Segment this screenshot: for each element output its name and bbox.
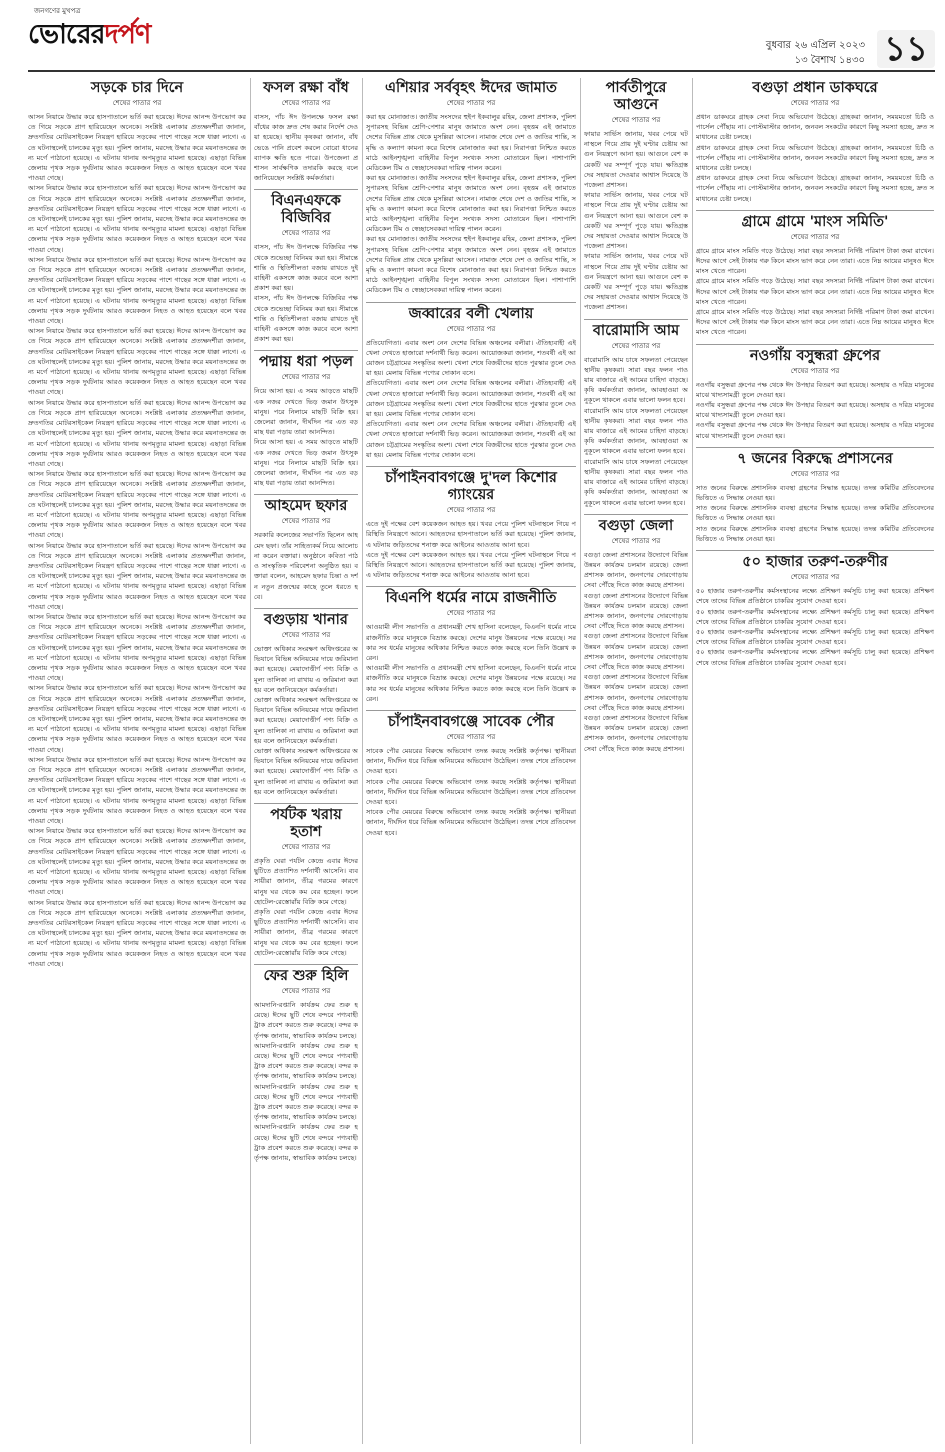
story-body: ভোক্তা অধিকার সংরক্ষণ অধিদপ্তরের অভিযানে বিভিন্ন অনিয়মের দায়ে জরিমানা করা হয়েছে। মেয়াদোত্তীর্ণ পণ্য বিক্রি ও মূল্য তালিকা না রাখায় এ জরিমানা করা হয় বলে জানিয়েছেন কর্মকর্তারা।: [254, 746, 358, 796]
story-body: গ্রামে গ্রামে মাংস সমিতি গড়ে উঠেছে। সারা বছর সদস্যরা নির্দিষ্ট পরিমাণ টাকা জমা রাখেন। ঈদের আগে সেই টাকায় গরু কিনে মাংস ভাগ করে নেন তারা। এতে নিম্ন আয়ের মানুষও ঈদে মাংস খেতে পারেন।: [696, 308, 934, 337]
story-headline: বগুড়ায় খানার: [264, 611, 348, 628]
story-continuation: শেষের পাতার পর: [790, 469, 840, 478]
story-body: ৫০ হাজার তরুণ-তরুণীর কর্মসংস্থানের লক্ষ্যে প্রশিক্ষণ কর্মসূচি চালু করা হয়েছে। প্রশিক্ষণ শেষে তাদের বিভিন্ন প্রতিষ্ঠানে চাকরির সুযোগ দেওয়া হবে।: [696, 587, 934, 606]
story-body: বারোমাসি আম চাষে সফলতা পেয়েছেন স্থানীয় কৃষকরা। সারা বছর ফলন পাওয়ায় বাজারে এই আমের চাহিদা বাড়ছে। কৃষি কর্মকর্তারা জানান, আবহাওয়া অনুকূলে থাকলে এবার ভালো ফলন হবে।: [584, 355, 688, 405]
story-divider: [366, 710, 576, 711]
story-bnp: [366, 590, 576, 704]
story-continuation: শেষের পাতার পর: [790, 573, 840, 582]
story-meat-samiti: [696, 214, 934, 338]
story-body: আসন নিয়ামে উদ্ধার করে হাসপাতালে ভর্তি করা হয়েছে। ঈদের আনন্দ উপভোগ করতে গিয়ে সড়কে প্রাণ হারিয়েছেন অনেকে। সংশ্লিষ্ট এলাকার প্রত্যক্ষদর্শীরা জানান, দ্রুতগতির মোটরসাইকেল নিয়ন্ত্রণ হারিয়ে সড়কের পাশে গাছের সঙ্গে ধাক্কা লাগে। এতে ঘটনাস্থলেই চালকের মৃত্যু হয়। পুলিশ জানায়, মরদেহ উদ্ধার করে ময়নাতদন্তের জন্য মর্গে পাঠানো হয়েছে। এ ঘটনায় থানায় অপমৃত্যুর মামলা হয়েছে। এছাড়া বিভিন্ন জেলায় পৃথক সড়ক দুর্ঘটনায় আরও কয়েকজন নিহত ও আহত হয়েছেন বলে খবর পাওয়া গেছে।: [28, 612, 246, 683]
story-body: বাসস, পাঁচ ঈদ উপলক্ষে বিজিবির পক্ষ থেকে শুভেচ্ছা বিনিময় করা হয়। সীমান্তে শান্তি ও স্থিতিশীলতা বজায় রাখতে দুই বাহিনী একসঙ্গে কাজ করবে বলে আশা প্রকাশ করা হয়।: [254, 294, 358, 344]
story-headline: বিএনএফকে বিজিবির: [271, 193, 341, 227]
story-body: সাবেক পৌর মেয়রের বিরুদ্ধে অভিযোগ তদন্ত করছে সংশ্লিষ্ট কর্তৃপক্ষ। স্থানীয়রা জানান, দীর্ঘদিন ধরে বিভিন্ন অনিয়মের অভিযোগ উঠেছিল। তদন্ত শেষে প্রতিবেদন দেওয়া হবে।: [366, 777, 576, 806]
story-body: প্রতিযোগিতা। এবার অংশ নেন দেশের বিভিন্ন অঞ্চলের বলীরা। ঐতিহ্যবাহী এই খেলা দেখতে হাজারো দর্শনার্থী ভিড় করেন। আয়োজকরা জানান, শতবর্ষী এই আয়োজন চট্টগ্রামের সংস্কৃতির অংশ। খেলা শেষে বিজয়ীদের হাতে পুরস্কার তুলে দেওয়া হয়। মেলায় বিভিন্ন পণ্যের দোকান বসে।: [366, 338, 576, 378]
story-body: প্রকৃতি ঘেরা পর্যটন কেন্দ্রে এবার ঈদের ছুটিতে প্রত্যাশিত দর্শনার্থী আসেনি। ব্যবসায়ীরা জানান, তীব্র গরমের কারণে মানুষ ঘর থেকে কম বের হচ্ছেন। ফলে হোটেল-রেস্তোরাঁয় বিক্রি কমে গেছে।: [254, 907, 358, 957]
story-continuation: শেষের পাতার পর: [790, 366, 840, 375]
story-body: প্রধান ডাকঘরে গ্রাহক সেবা নিয়ে অভিযোগ উঠেছে। গ্রাহকরা জানান, সময়মতো চিঠি ও পার্সেল পৌঁছায় না। পোস্টমাস্টার জানান, জনবল সংকটের কারণে কিছু সমস্যা হচ্ছে, দ্রুত সমাধানের চেষ্টা চলছে।: [696, 143, 934, 173]
story-body: করা হয় মোনাজাত। জাতীয় সংসদের হুইপ ইকবালুর রহিম, জেলা প্রশাসক, পুলিশ সুপারসহ বিভিন্ন শ্রেণি-পেশার মানুষ জামাতে অংশ নেন। বৃহত্তম এই জামাতে দেশের বিভিন্ন প্রান্ত থেকে মুসল্লিরা আসেন। নামাজ শেষে দেশ ও জাতির শান্তি, সমৃদ্ধি ও কল্যাণ কামনা করে বিশেষ মোনাজাত করা হয়। নিরাপত্তা নিশ্চিত করতে মাঠে আইনশৃঙ্খলা বাহিনীর বিপুল সংখ্যক সদস্য মোতায়েন ছিল। পাশাপাশি মেডিকেল টিম ও স্বেচ্ছাসেবকরা দায়িত্ব পালন করেন।: [366, 235, 576, 295]
column-1: [28, 78, 246, 1444]
column-4: [584, 78, 688, 1444]
column-divider: [250, 78, 251, 1444]
masthead-tagline: জনগণের মুখপত্র: [34, 7, 81, 15]
column-2: [254, 78, 358, 1444]
story-bogura-khana: [254, 612, 358, 797]
story-body: সরকারি কলেজের সভাপতি ছিলেন আহমেদ ছফা। তাঁর সাহিত্যকর্ম নিয়ে আলোচনা করেন বক্তারা। অনুষ্ঠানে কবিতা পাঠ ও সাংস্কৃতিক পরিবেশনা অনুষ্ঠিত হয়। বক্তারা বলেন, আহমেদ ছফার চিন্তা ও দর্শন নতুন প্রজন্মের কাছে তুলে ধরতে হবে।: [254, 531, 358, 601]
story-body: বগুড়া জেলা প্রশাসনের উদ্যোগে বিভিন্ন উন্নয়ন কার্যক্রম চলমান রয়েছে। জেলা প্রশাসক জানান, জনগণের দোরগোড়ায় সেবা পৌঁছে দিতে কাজ করছে প্রশাসন।: [584, 632, 688, 671]
story-body: সাত জনের বিরুদ্ধে প্রশাসনিক ব্যবস্থা গ্রহণের সিদ্ধান্ত হয়েছে। তদন্ত কমিটির প্রতিবেদনের ভিত্তিতে এ সিদ্ধান্ত নেওয়া হয়।: [696, 504, 934, 523]
story-headline: পার্বতীপুরে আগুনে: [605, 80, 667, 113]
story-continuation: শেষের পাতার পর: [611, 536, 661, 545]
story-divider: [254, 803, 358, 804]
story-body: আসন নিয়ামে উদ্ধার করে হাসপাতালে ভর্তি করা হয়েছে। ঈদের আনন্দ উপভোগ করতে গিয়ে সড়কে প্রাণ হারিয়েছেন অনেকে। সংশ্লিষ্ট এলাকার প্রত্যক্ষদর্শীরা জানান, দ্রুতগতির মোটরসাইকেল নিয়ন্ত্রণ হারিয়ে সড়কের পাশে গাছের সঙ্গে ধাক্কা লাগে। এতে ঘটনাস্থলেই চালকের মৃত্যু হয়। পুলিশ জানায়, মরদেহ উদ্ধার করে ময়নাতদন্তের জন্য মর্গে পাঠানো হয়েছে। এ ঘটনায় থানায় অপমৃত্যুর মামলা হয়েছে। এছাড়া বিভিন্ন জেলায় পৃথক সড়ক দুর্ঘটনায় আরও কয়েকজন নিহত ও আহত হয়েছেন বলে খবর পাওয়া গেছে।: [28, 184, 246, 254]
story-seven-persons: [696, 451, 934, 544]
story-body: প্রতিযোগিতা। এবার অংশ নেন দেশের বিভিন্ন অঞ্চলের বলীরা। ঐতিহ্যবাহী এই খেলা দেখতে হাজারো দর্শনার্থী ভিড় করেন। আয়োজকরা জানান, শতবর্ষী এই আয়োজন চট্টগ্রামের সংস্কৃতির অংশ। খেলা শেষে বিজয়ীদের হাতে পুরস্কার তুলে দেওয়া হয়। মেলায় বিভিন্ন পণ্যের দোকান বসে।: [366, 379, 576, 419]
story-body: আসন নিয়ামে উদ্ধার করে হাসপাতালে ভর্তি করা হয়েছে। ঈদের আনন্দ উপভোগ করতে গিয়ে সড়কে প্রাণ হারিয়েছেন অনেকে। সংশ্লিষ্ট এলাকার প্রত্যক্ষদর্শীরা জানান, দ্রুতগতির মোটরসাইকেল নিয়ন্ত্রণ হারিয়ে সড়কের পাশে গাছের সঙ্গে ধাক্কা লাগে। এতে ঘটনাস্থলেই চালকের মৃত্যু হয়। পুলিশ জানায়, মরদেহ উদ্ধার করে ময়নাতদন্তের জন্য মর্গে পাঠানো হয়েছে। এ ঘটনায় থানায় অপমৃত্যুর মামলা হয়েছে। এছাড়া বিভিন্ন জেলায় পৃথক সড়ক দুর্ঘটনায় আরও কয়েকজন নিহত ও আহত হয়েছেন বলে খবর পাওয়া গেছে।: [28, 113, 246, 183]
story-post-office: [696, 80, 934, 204]
story-body: এতে দুই পক্ষের বেশ কয়েকজন আহত হয়। খবর পেয়ে পুলিশ ঘটনাস্থলে গিয়ে পরিস্থিতি নিয়ন্ত্রণে আনে। আহতদের হাসপাতালে ভর্তি করা হয়েছে। পুলিশ জানায়, এ ঘটনায় জড়িতদের শনাক্ত করে আইনের আওতায় আনা হবে।: [366, 550, 576, 580]
story-body: আসন নিয়ামে উদ্ধার করে হাসপাতালে ভর্তি করা হয়েছে। ঈদের আনন্দ উপভোগ করতে গিয়ে সড়কে প্রাণ হারিয়েছেন অনেকে। সংশ্লিষ্ট এলাকার প্রত্যক্ষদর্শীরা জানান, দ্রুতগতির মোটরসাইকেল নিয়ন্ত্রণ হারিয়ে সড়কের পাশে গাছের সঙ্গে ধাক্কা লাগে। এতে ঘটনাস্থলেই চালকের মৃত্যু হয়। পুলিশ জানায়, মরদেহ উদ্ধার করে ময়নাতদন্তের জন্য মর্গে পাঠানো হয়েছে। এ ঘটনায় থানায় অপমৃত্যুর মামলা হয়েছে। এছাড়া বিভিন্ন জেলায় পৃথক সড়ক দুর্ঘটনায় আরও কয়েকজন নিহত ও আহত হয়েছেন বলে খবর পাওয়া গেছে।: [28, 684, 246, 754]
story-continuation: শেষের পাতার পর: [790, 99, 840, 107]
story-headline: জব্বারের বলী খেলায়: [408, 305, 534, 322]
story-continuation: শেষের পাতার পর: [611, 341, 661, 350]
story-kishor-gang: [366, 470, 576, 580]
story-continuation: শেষের পাতার পর: [446, 609, 496, 618]
story-headline: ফের শুরু হিলি: [263, 967, 349, 984]
story-body: আসন নিয়ামে উদ্ধার করে হাসপাতালে ভর্তি করা হয়েছে। ঈদের আনন্দ উপভোগ করতে গিয়ে সড়কে প্রাণ হারিয়েছেন অনেকে। সংশ্লিষ্ট এলাকার প্রত্যক্ষদর্শীরা জানান, দ্রুতগতির মোটরসাইকেল নিয়ন্ত্রণ হারিয়ে সড়কের পাশে গাছের সঙ্গে ধাক্কা লাগে। এতে ঘটনাস্থলেই চালকের মৃত্যু হয়। পুলিশ জানায়, মরদেহ উদ্ধার করে ময়নাতদন্তের জন্য মর্গে পাঠানো হয়েছে। এ ঘটনায় থানায় অপমৃত্যুর মামলা হয়েছে। এছাড়া বিভিন্ন জেলায় পৃথক সড়ক দুর্ঘটনায় আরও কয়েকজন নিহত ও আহত হয়েছেন বলে খবর পাওয়া গেছে।: [28, 755, 246, 826]
story-headline: পদ্মায় ধরা পড়ল: [258, 354, 354, 371]
page-number: ১১: [877, 30, 935, 68]
column-5: [696, 78, 934, 1444]
story-divider: [584, 319, 688, 320]
story-headline: চাঁপাইনবাবগঞ্জে দু'দল কিশোর গ্যাংয়ের: [385, 470, 557, 504]
story-bogura-district: [584, 518, 688, 754]
story-parbatipur-fire: [584, 80, 688, 313]
story-baromasi-mango: [584, 323, 688, 508]
story-embankment: [254, 80, 358, 183]
story-continuation: শেষের পাতার পর: [790, 232, 840, 241]
story-body: করা হয় মোনাজাত। জাতীয় সংসদের হুইপ ইকবালুর রহিম, জেলা প্রশাসক, পুলিশ সুপারসহ বিভিন্ন শ্রেণি-পেশার মানুষ জামাতে অংশ নেন। বৃহত্তম এই জামাতে দেশের বিভিন্ন প্রান্ত থেকে মুসল্লিরা আসেন। নামাজ শেষে দেশ ও জাতির শান্তি, সমৃদ্ধি ও কল্যাণ কামনা করে বিশেষ মোনাজাত করা হয়। নিরাপত্তা নিশ্চিত করতে মাঠে আইনশৃঙ্খলা বাহিনীর বিপুল সংখ্যক সদস্য মোতায়েন ছিল। পাশাপাশি মেডিকেল টিম ও স্বেচ্ছাসেবকরা দায়িত্ব পালন করেন।: [366, 113, 576, 173]
story-body: সাত জনের বিরুদ্ধে প্রশাসনিক ব্যবস্থা গ্রহণের সিদ্ধান্ত হয়েছে। তদন্ত কমিটির প্রতিবেদনের ভিত্তিতে এ সিদ্ধান্ত নেওয়া হয়।: [696, 483, 934, 503]
story-ahmed-chhafa: [254, 498, 358, 601]
story-body: প্রতিযোগিতা। এবার অংশ নেন দেশের বিভিন্ন অঞ্চলের বলীরা। ঐতিহ্যবাহী এই খেলা দেখতে হাজারো দর্শনার্থী ভিড় করেন। আয়োজকরা জানান, শতবর্ষী এই আয়োজন চট্টগ্রামের সংস্কৃতির অংশ। খেলা শেষে বিজয়ীদের হাতে পুরস্কার তুলে দেওয়া হয়। মেলায় বিভিন্ন পণ্যের দোকান বসে।: [366, 420, 576, 459]
story-body: আসন নিয়ামে উদ্ধার করে হাসপাতালে ভর্তি করা হয়েছে। ঈদের আনন্দ উপভোগ করতে গিয়ে সড়কে প্রাণ হারিয়েছেন অনেকে। সংশ্লিষ্ট এলাকার প্রত্যক্ষদর্শীরা জানান, দ্রুতগতির মোটরসাইকেল নিয়ন্ত্রণ হারিয়ে সড়কের পাশে গাছের সঙ্গে ধাক্কা লাগে। এতে ঘটনাস্থলেই চালকের মৃত্যু হয়। পুলিশ জানায়, মরদেহ উদ্ধার করে ময়নাতদন্তের জন্য মর্গে পাঠানো হয়েছে। এ ঘটনায় থানায় অপমৃত্যুর মামলা হয়েছে। এছাড়া বিভিন্ন জেলায় পৃথক সড়ক দুর্ঘটনায় আরও কয়েকজন নিহত ও আহত হয়েছেন বলে খবর পাওয়া গেছে।: [28, 255, 246, 326]
story-divider: [254, 494, 358, 495]
story-body: ভোক্তা অধিকার সংরক্ষণ অধিদপ্তরের অভিযানে বিভিন্ন অনিয়মের দায়ে জরিমানা করা হয়েছে। মেয়াদোত্তীর্ণ পণ্য বিক্রি ও মূল্য তালিকা না রাখায় এ জরিমানা করা হয় বলে জানিয়েছেন কর্মকর্তারা।: [254, 644, 358, 694]
story-body: বগুড়া জেলা প্রশাসনের উদ্যোগে বিভিন্ন উন্নয়ন কার্যক্রম চলমান রয়েছে। জেলা প্রশাসক জানান, জনগণের দোরগোড়ায় সেবা পৌঁছে দিতে কাজ করছে প্রশাসন।: [584, 673, 688, 712]
story-roads: [28, 80, 246, 969]
story-headline: ৭ জনের বিরুদ্ধে প্রশাসনের: [737, 450, 893, 467]
story-headline: বগুড়া জেলা: [598, 517, 674, 534]
column-divider: [362, 78, 363, 1444]
story-headline: চাঁপাইনবাবগঞ্জে সাবেক পৌর: [387, 713, 555, 730]
story-headline: বগুড়া প্রধান ডাকঘরে: [752, 80, 878, 96]
story-tourist: [254, 807, 358, 958]
story-headline: বিএনপি ধর্মের নামে রাজনীতি: [385, 590, 557, 607]
story-pourashava: [366, 714, 576, 838]
story-body: ফায়ার সার্ভিস জানায়, খবর পেয়ে ঘটনাস্থলে গিয়ে প্রায় দুই ঘণ্টার চেষ্টায় আগুন নিয়ন্ত্রণে আনা হয়। আগুনে বেশ কয়েকটি ঘর সম্পূর্ণ পুড়ে যায়। ক্ষতিগ্রস্তদের সহায়তা দেওয়ার আশ্বাস দিয়েছে উপজেলা প্রশাসন।: [584, 130, 688, 190]
story-body: নওগাঁয় বসুন্ধরা গ্রুপের পক্ষ থেকে ঈদ উপহার বিতরণ করা হয়েছে। অসহায় ও দরিদ্র মানুষের মাঝে খাদ্যসামগ্রী তুলে দেওয়া হয়।: [696, 401, 934, 420]
story-body: আসন নিয়ামে উদ্ধার করে হাসপাতালে ভর্তি করা হয়েছে। ঈদের আনন্দ উপভোগ করতে গিয়ে সড়কে প্রাণ হারিয়েছেন অনেকে। সংশ্লিষ্ট এলাকার প্রত্যক্ষদর্শীরা জানান, দ্রুতগতির মোটরসাইকেল নিয়ন্ত্রণ হারিয়ে সড়কের পাশে গাছের সঙ্গে ধাক্কা লাগে। এতে ঘটনাস্থলেই চালকের মৃত্যু হয়। পুলিশ জানায়, মরদেহ উদ্ধার করে ময়নাতদন্তের জন্য মর্গে পাঠানো হয়েছে। এ ঘটনায় থানায় অপমৃত্যুর মামলা হয়েছে। এছাড়া বিভিন্ন জেলায় পৃথক সড়ক দুর্ঘটনায় আরও কয়েকজন নিহত ও আহত হয়েছেন বলে খবর পাওয়া গেছে।: [28, 470, 246, 540]
story-body: গ্রামে গ্রামে মাংস সমিতি গড়ে উঠেছে। সারা বছর সদস্যরা নির্দিষ্ট পরিমাণ টাকা জমা রাখেন। ঈদের আগে সেই টাকায় গরু কিনে মাংস ভাগ করে নেন তারা। এতে নিম্ন আয়ের মানুষও ঈদে মাংস খেতে পারেন।: [696, 277, 934, 306]
story-body: আওয়ামী লীগ সভাপতি ও প্রধানমন্ত্রী শেখ হাসিনা বলেছেন, বিএনপি ধর্মের নামে রাজনীতি করে মানুষকে বিভ্রান্ত করছে। দেশের মানুষ উন্নয়নের পক্ষে রয়েছে। সরকার সব ধর্মের মানুষের অধিকার নিশ্চিত করতে কাজ করছে বলে তিনি উল্লেখ করেন।: [366, 664, 576, 703]
story-body: আসন নিয়ামে উদ্ধার করে হাসপাতালে ভর্তি করা হয়েছে। ঈদের আনন্দ উপভোগ করতে গিয়ে সড়কে প্রাণ হারিয়েছেন অনেকে। সংশ্লিষ্ট এলাকার প্রত্যক্ষদর্শীরা জানান, দ্রুতগতির মোটরসাইকেল নিয়ন্ত্রণ হারিয়ে সড়কের পাশে গাছের সঙ্গে ধাক্কা লাগে। এতে ঘটনাস্থলেই চালকের মৃত্যু হয়। পুলিশ জানায়, মরদেহ উদ্ধার করে ময়নাতদন্তের জন্য মর্গে পাঠানো হয়েছে। এ ঘটনায় থানায় অপমৃত্যুর মামলা হয়েছে। এছাড়া বিভিন্ন জেলায় পৃথক সড়ক দুর্ঘটনায় আরও কয়েকজন নিহত ও আহত হয়েছেন বলে খবর পাওয়া গেছে।: [28, 327, 246, 397]
story-body: বগুড়া জেলা প্রশাসনের উদ্যোগে বিভিন্ন উন্নয়ন কার্যক্রম চলমান রয়েছে। জেলা প্রশাসক জানান, জনগণের দোরগোড়ায় সেবা পৌঁছে দিতে কাজ করছে প্রশাসন।: [584, 713, 688, 753]
story-body: প্রকৃতি ঘেরা পর্যটন কেন্দ্রে এবার ঈদের ছুটিতে প্রত্যাশিত দর্শনার্থী আসেনি। ব্যবসায়ীরা জানান, তীব্র গরমের কারণে মানুষ ঘর থেকে কম বের হচ্ছেন। ফলে হোটেল-রেস্তোরাঁয় বিক্রি কমে গেছে।: [254, 856, 358, 906]
story-continuation: শেষের পাতার পর: [281, 517, 331, 526]
story-body: বগুড়া জেলা প্রশাসনের উদ্যোগে বিভিন্ন উন্নয়ন কার্যক্রম চলমান রয়েছে। জেলা প্রশাসক জানান, জনগণের দোরগোড়ায় সেবা পৌঁছে দিতে কাজ করছে প্রশাসন।: [584, 550, 688, 590]
story-body: ৫০ হাজার তরুণ-তরুণীর কর্মসংস্থানের লক্ষ্যে প্রশিক্ষণ কর্মসূচি চালু করা হয়েছে। প্রশিক্ষণ শেষে তাদের বিভিন্ন প্রতিষ্ঠানে চাকরির সুযোগ দেওয়া হবে।: [696, 627, 934, 647]
masthead: [0, 0, 945, 70]
issue-date: বুধবার ২৬ এপ্রিল ২০২৩: [765, 40, 865, 51]
story-divider: [366, 302, 576, 303]
story-divider: [366, 466, 576, 467]
story-body: বারোমাসি আম চাষে সফলতা পেয়েছেন স্থানীয় কৃষকরা। সারা বছর ফলন পাওয়ায় বাজারে এই আমের চাহিদা বাড়ছে। কৃষি কর্মকর্তারা জানান, আবহাওয়া অনুকূলে থাকলে এবার ভালো ফলন হবে।: [584, 406, 688, 456]
story-50-thousand-youth: [696, 554, 934, 668]
story-body: আসন নিয়ামে উদ্ধার করে হাসপাতালে ভর্তি করা হয়েছে। ঈদের আনন্দ উপভোগ করতে গিয়ে সড়কে প্রাণ হারিয়েছেন অনেকে। সংশ্লিষ্ট এলাকার প্রত্যক্ষদর্শীরা জানান, দ্রুতগতির মোটরসাইকেল নিয়ন্ত্রণ হারিয়ে সড়কের পাশে গাছের সঙ্গে ধাক্কা লাগে। এতে ঘটনাস্থলেই চালকের মৃত্যু হয়। পুলিশ জানায়, মরদেহ উদ্ধার করে ময়নাতদন্তের জন্য মর্গে পাঠানো হয়েছে। এ ঘটনায় থানায় অপমৃত্যুর মামলা হয়েছে। এছাড়া বিভিন্ন জেলায় পৃথক সড়ক দুর্ঘটনায় আরও কয়েকজন নিহত ও আহত হয়েছেন বলে খবর পাওয়া গেছে।: [28, 898, 246, 968]
story-body: নিয়ে আসা হয়। এ সময় আড়তে মাছটি এক নজর দেখতে ভিড় জমান উৎসুক মানুষ। পরে নিলামে মাছটি বিক্রি হয়। জেলেরা জানান, দীর্ঘদিন পর এত বড় মাছ ধরা পড়ায় তারা আনন্দিত।: [254, 438, 358, 488]
story-continuation: শেষের পাতার পর: [611, 116, 661, 124]
story-eid-jamaat: [366, 80, 576, 296]
story-continuation: শেষের পাতার পর: [281, 99, 331, 107]
story-body: সাবেক পৌর মেয়রের বিরুদ্ধে অভিযোগ তদন্ত করছে সংশ্লিষ্ট কর্তৃপক্ষ। স্থানীয়রা জানান, দীর্ঘদিন ধরে বিভিন্ন অনিয়মের অভিযোগ উঠেছিল। তদন্ত শেষে প্রতিবেদন দেওয়া হবে।: [366, 808, 576, 837]
story-body: সাত জনের বিরুদ্ধে প্রশাসনিক ব্যবস্থা গ্রহণের সিদ্ধান্ত হয়েছে। তদন্ত কমিটির প্রতিবেদনের ভিত্তিতে এ সিদ্ধান্ত নেওয়া হয়।: [696, 524, 934, 543]
story-body: করা হয় মোনাজাত। জাতীয় সংসদের হুইপ ইকবালুর রহিম, জেলা প্রশাসক, পুলিশ সুপারসহ বিভিন্ন শ্রেণি-পেশার মানুষ জামাতে অংশ নেন। বৃহত্তম এই জামাতে দেশের বিভিন্ন প্রান্ত থেকে মুসল্লিরা আসেন। নামাজ শেষে দেশ ও জাতির শান্তি, সমৃদ্ধি ও কল্যাণ কামনা করে বিশেষ মোনাজাত করা হয়। নিরাপত্তা নিশ্চিত করতে মাঠে আইনশৃঙ্খলা বাহিনীর বিপুল সংখ্যক সদস্য মোতায়েন ছিল। পাশাপাশি মেডিকেল টিম ও স্বেচ্ছাসেবকরা দায়িত্ব পালন করেন।: [366, 174, 576, 234]
story-body: ফায়ার সার্ভিস জানায়, খবর পেয়ে ঘটনাস্থলে গিয়ে প্রায় দুই ঘণ্টার চেষ্টায় আগুন নিয়ন্ত্রণে আনা হয়। আগুনে বেশ কয়েকটি ঘর সম্পূর্ণ পুড়ে যায়। ক্ষতিগ্রস্তদের সহায়তা দেওয়ার আশ্বাস দিয়েছে উপজেলা প্রশাসন।: [584, 252, 688, 312]
story-body: প্রধান ডাকঘরে গ্রাহক সেবা নিয়ে অভিযোগ উঠেছে। গ্রাহকরা জানান, সময়মতো চিঠি ও পার্সেল পৌঁছায় না। পোস্টমাস্টার জানান, জনবল সংকটের কারণে কিছু সমস্যা হচ্ছে, দ্রুত সমাধানের চেষ্টা চলছে।: [696, 174, 934, 203]
story-headline: ৫০ হাজার তরুণ-তরুণীর: [742, 554, 888, 571]
story-body: আমদানি-রপ্তানি কার্যক্রম ফের শুরু হয়েছে। ঈদের ছুটি শেষে বন্দরে পণ্যবাহী ট্রাক প্রবেশ করতে শুরু করেছে। বন্দর কর্তৃপক্ষ জানায়, স্বাভাবিক কার্যক্রম চলছে।: [254, 1082, 358, 1122]
story-body: গ্রামে গ্রামে মাংস সমিতি গড়ে উঠেছে। সারা বছর সদস্যরা নির্দিষ্ট পরিমাণ টাকা জমা রাখেন। ঈদের আগে সেই টাকায় গরু কিনে মাংস ভাগ করে নেন তারা। এতে নিম্ন আয়ের মানুষও ঈদে মাংস খেতে পারেন।: [696, 246, 934, 276]
story-divider: [366, 586, 576, 587]
story-headline: বারোমাসি আম: [592, 322, 680, 339]
story-divider: [254, 608, 358, 609]
logo-word-1: ভোরের: [28, 19, 105, 50]
story-body: এতে দুই পক্ষের বেশ কয়েকজন আহত হয়। খবর পেয়ে পুলিশ ঘটনাস্থলে গিয়ে পরিস্থিতি নিয়ন্ত্রণে আনে। আহতদের হাসপাতালে ভর্তি করা হয়েছে। পুলিশ জানায়, এ ঘটনায় জড়িতদের শনাক্ত করে আইনের আওতায় আনা হবে।: [366, 520, 576, 549]
story-body: বাসস, পাঁচ ঈদ উপলক্ষে ফসল রক্ষা বাঁধের কাজ দ্রুত শেষ করার নির্দেশ দেওয়া হয়েছে। স্থানীয় কৃষকরা জানান, বাঁধ ভেঙে পানি প্রবেশ করলে বোরো ধানের ব্যাপক ক্ষতি হতে পারে। উপজেলা প্রশাসন সার্বক্ষণিক তদারকি করছে বলে জানিয়েছেন সংশ্লিষ্ট কর্মকর্তারা।: [254, 113, 358, 183]
story-body: আসন নিয়ামে উদ্ধার করে হাসপাতালে ভর্তি করা হয়েছে। ঈদের আনন্দ উপভোগ করতে গিয়ে সড়কে প্রাণ হারিয়েছেন অনেকে। সংশ্লিষ্ট এলাকার প্রত্যক্ষদর্শীরা জানান, দ্রুতগতির মোটরসাইকেল নিয়ন্ত্রণ হারিয়ে সড়কের পাশে গাছের সঙ্গে ধাক্কা লাগে। এতে ঘটনাস্থলেই চালকের মৃত্যু হয়। পুলিশ জানায়, মরদেহ উদ্ধার করে ময়নাতদন্তের জন্য মর্গে পাঠানো হয়েছে। এ ঘটনায় থানায় অপমৃত্যুর মামলা হয়েছে। এছাড়া বিভিন্ন জেলায় পৃথক সড়ক দুর্ঘটনায় আরও কয়েকজন নিহত ও আহত হয়েছেন বলে খবর পাওয়া গেছে।: [28, 398, 246, 468]
story-body: আমদানি-রপ্তানি কার্যক্রম ফের শুরু হয়েছে। ঈদের ছুটি শেষে বন্দরে পণ্যবাহী ট্রাক প্রবেশ করতে শুরু করেছে। বন্দর কর্তৃপক্ষ জানায়, স্বাভাবিক কার্যক্রম চলছে।: [254, 1000, 358, 1040]
story-body: আমদানি-রপ্তানি কার্যক্রম ফের শুরু হয়েছে। ঈদের ছুটি শেষে বন্দরে পণ্যবাহী ট্রাক প্রবেশ করতে শুরু করেছে। বন্দর কর্তৃপক্ষ জানায়, স্বাভাবিক কার্যক্রম চলছে।: [254, 1123, 358, 1163]
story-body: আমদানি-রপ্তানি কার্যক্রম ফের শুরু হয়েছে। ঈদের ছুটি শেষে বন্দরে পণ্যবাহী ট্রাক প্রবেশ করতে শুরু করেছে। বন্দর কর্তৃপক্ষ জানায়, স্বাভাবিক কার্যক্রম চলছে।: [254, 1041, 358, 1081]
story-body: আসন নিয়ামে উদ্ধার করে হাসপাতালে ভর্তি করা হয়েছে। ঈদের আনন্দ উপভোগ করতে গিয়ে সড়কে প্রাণ হারিয়েছেন অনেকে। সংশ্লিষ্ট এলাকার প্রত্যক্ষদর্শীরা জানান, দ্রুতগতির মোটরসাইকেল নিয়ন্ত্রণ হারিয়ে সড়কের পাশে গাছের সঙ্গে ধাক্কা লাগে। এতে ঘটনাস্থলেই চালকের মৃত্যু হয়। পুলিশ জানায়, মরদেহ উদ্ধার করে ময়নাতদন্তের জন্য মর্গে পাঠানো হয়েছে। এ ঘটনায় থানায় অপমৃত্যুর মামলা হয়েছে। এছাড়া বিভিন্ন জেলায় পৃথক সড়ক দুর্ঘটনায় আরও কয়েকজন নিহত ও আহত হয়েছেন বলে খবর পাওয়া গেছে।: [28, 827, 246, 897]
story-bashundhara: [696, 348, 934, 441]
story-continuation: শেষের পাতার পর: [281, 630, 331, 639]
logo-word-2: দর্পণ: [104, 19, 151, 50]
story-divider: [254, 350, 358, 351]
story-continuation: শেষের পাতার পর: [281, 986, 331, 995]
story-continuation: শেষের পাতার পর: [446, 99, 496, 107]
story-headline: পর্যটক খরায় হতাশ: [270, 806, 342, 840]
story-continuation: শেষের পাতার পর: [446, 506, 496, 515]
story-body: ৫০ হাজার তরুণ-তরুণীর কর্মসংস্থানের লক্ষ্যে প্রশিক্ষণ কর্মসূচি চালু করা হয়েছে। প্রশিক্ষণ শেষে তাদের বিভিন্ন প্রতিষ্ঠানে চাকরির সুযোগ দেওয়া হবে।: [696, 648, 934, 667]
story-body: ভোক্তা অধিকার সংরক্ষণ অধিদপ্তরের অভিযানে বিভিন্ন অনিয়মের দায়ে জরিমানা করা হয়েছে। মেয়াদোত্তীর্ণ পণ্য বিক্রি ও মূল্য তালিকা না রাখায় এ জরিমানা করা হয় বলে জানিয়েছেন কর্মকর্তারা।: [254, 695, 358, 745]
story-headline: আহমেদ ছফার: [264, 498, 348, 515]
story-body: নওগাঁয় বসুন্ধরা গ্রুপের পক্ষ থেকে ঈদ উপহার বিতরণ করা হয়েছে। অসহায় ও দরিদ্র মানুষের মাঝে খাদ্যসামগ্রী তুলে দেওয়া হয়।: [696, 421, 934, 440]
story-body: ফায়ার সার্ভিস জানায়, খবর পেয়ে ঘটনাস্থলে গিয়ে প্রায় দুই ঘণ্টার চেষ্টায় আগুন নিয়ন্ত্রণে আনা হয়। আগুনে বেশ কয়েকটি ঘর সম্পূর্ণ পুড়ে যায়। ক্ষতিগ্রস্তদের সহায়তা দেওয়ার আশ্বাস দিয়েছে উপজেলা প্রশাসন।: [584, 191, 688, 251]
column-divider: [692, 78, 693, 1444]
story-body: নওগাঁয় বসুন্ধরা গ্রুপের পক্ষ থেকে ঈদ উপহার বিতরণ করা হয়েছে। অসহায় ও দরিদ্র মানুষের মাঝে খাদ্যসামগ্রী তুলে দেওয়া হয়।: [696, 380, 934, 399]
story-padma: [254, 354, 358, 488]
story-continuation: শেষের পাতার পর: [281, 229, 331, 238]
story-headline: ফসল রক্ষা বাঁধ: [263, 80, 349, 96]
story-divider: [254, 964, 358, 965]
story-body: বাসস, পাঁচ ঈদ উপলক্ষে বিজিবির পক্ষ থেকে শুভেচ্ছা বিনিময় করা হয়। সীমান্তে শান্তি ও স্থিতিশীলতা বজায় রাখতে দুই বাহিনী একসঙ্গে কাজ করবে বলে আশা প্রকাশ করা হয়।: [254, 243, 358, 293]
story-body: বারোমাসি আম চাষে সফলতা পেয়েছেন স্থানীয় কৃষকরা। সারা বছর ফলন পাওয়ায় বাজারে এই আমের চাহিদা বাড়ছে। কৃষি কর্মকর্তারা জানান, আবহাওয়া অনুকূলে থাকলে এবার ভালো ফলন হবে।: [584, 457, 688, 507]
masthead-rule: [28, 70, 935, 72]
column-3: [366, 78, 576, 1444]
story-continuation: শেষের পাতার পর: [281, 842, 331, 851]
story-body: আসন নিয়ামে উদ্ধার করে হাসপাতালে ভর্তি করা হয়েছে। ঈদের আনন্দ উপভোগ করতে গিয়ে সড়কে প্রাণ হারিয়েছেন অনেকে। সংশ্লিষ্ট এলাকার প্রত্যক্ষদর্শীরা জানান, দ্রুতগতির মোটরসাইকেল নিয়ন্ত্রণ হারিয়ে সড়কের পাশে গাছের সঙ্গে ধাক্কা লাগে। এতে ঘটনাস্থলেই চালকের মৃত্যু হয়। পুলিশ জানায়, মরদেহ উদ্ধার করে ময়নাতদন্তের জন্য মর্গে পাঠানো হয়েছে। এ ঘটনায় থানায় অপমৃত্যুর মামলা হয়েছে। এছাড়া বিভিন্ন জেলায় পৃথক সড়ক দুর্ঘটনায় আরও কয়েকজন নিহত ও আহত হয়েছেন বলে খবর পাওয়া গেছে।: [28, 541, 246, 611]
story-headline: নওগাঁয় বসুন্ধরা গ্রুপের: [749, 347, 881, 364]
story-headline: সড়কে চার দিনে: [90, 80, 184, 96]
story-headline: গ্রামে গ্রামে 'মাংস সমিতি': [741, 213, 889, 230]
story-body: সাবেক পৌর মেয়রের বিরুদ্ধে অভিযোগ তদন্ত করছে সংশ্লিষ্ট কর্তৃপক্ষ। স্থানীয়রা জানান, দীর্ঘদিন ধরে বিভিন্ন অনিয়মের অভিযোগ উঠেছিল। তদন্ত শেষে প্রতিবেদন দেওয়া হবে।: [366, 746, 576, 776]
story-body: নিয়ে আসা হয়। এ সময় আড়তে মাছটি এক নজর দেখতে ভিড় জমান উৎসুক মানুষ। পরে নিলামে মাছটি বিক্রি হয়। জেলেরা জানান, দীর্ঘদিন পর এত বড় মাছ ধরা পড়ায় তারা আনন্দিত।: [254, 387, 358, 437]
story-divider: [696, 210, 934, 211]
story-continuation: শেষের পাতার পর: [446, 732, 496, 741]
story-body: ৫০ হাজার তরুণ-তরুণীর কর্মসংস্থানের লক্ষ্যে প্রশিক্ষণ কর্মসূচি চালু করা হয়েছে। প্রশিক্ষণ শেষে তাদের বিভিন্ন প্রতিষ্ঠানে চাকরির সুযোগ দেওয়া হবে।: [696, 607, 934, 626]
issue-date-bangla: ১৩ বৈশাখ ১৪৩০: [794, 55, 865, 66]
story-continuation: শেষের পাতার পর: [281, 373, 331, 382]
story-divider: [254, 189, 358, 190]
story-body: বগুড়া জেলা প্রশাসনের উদ্যোগে বিভিন্ন উন্নয়ন কার্যক্রম চলমান রয়েছে। জেলা প্রশাসক জানান, জনগণের দোরগোড়ায় সেবা পৌঁছে দিতে কাজ করছে প্রশাসন।: [584, 591, 688, 631]
story-divider: [696, 550, 934, 551]
story-divider: [696, 344, 934, 345]
column-divider: [580, 78, 581, 1444]
story-divider: [584, 514, 688, 515]
story-body: আওয়ামী লীগ সভাপতি ও প্রধানমন্ত্রী শেখ হাসিনা বলেছেন, বিএনপি ধর্মের নামে রাজনীতি করে মানুষকে বিভ্রান্ত করছে। দেশের মানুষ উন্নয়নের পক্ষে রয়েছে। সরকার সব ধর্মের মানুষের অধিকার নিশ্চিত করতে কাজ করছে বলে তিনি উল্লেখ করেন।: [366, 623, 576, 662]
story-continuation: শেষের পাতার পর: [112, 99, 162, 107]
story-continuation: শেষের পাতার পর: [446, 324, 496, 333]
story-hili: [254, 968, 358, 1163]
story-divider: [696, 447, 934, 448]
newspaper-logo: [28, 14, 150, 59]
story-bgb: [254, 193, 358, 344]
story-boli-khela: [366, 306, 576, 460]
story-headline: এশিয়ার সর্ববৃহৎ ঈদের জামাত: [385, 80, 557, 96]
story-body: প্রধান ডাকঘরে গ্রাহক সেবা নিয়ে অভিযোগ উঠেছে। গ্রাহকরা জানান, সময়মতো চিঠি ও পার্সেল পৌঁছায় না। পোস্টমাস্টার জানান, জনবল সংকটের কারণে কিছু সমস্যা হচ্ছে, দ্রুত সমাধানের চেষ্টা চলছে।: [696, 113, 934, 142]
